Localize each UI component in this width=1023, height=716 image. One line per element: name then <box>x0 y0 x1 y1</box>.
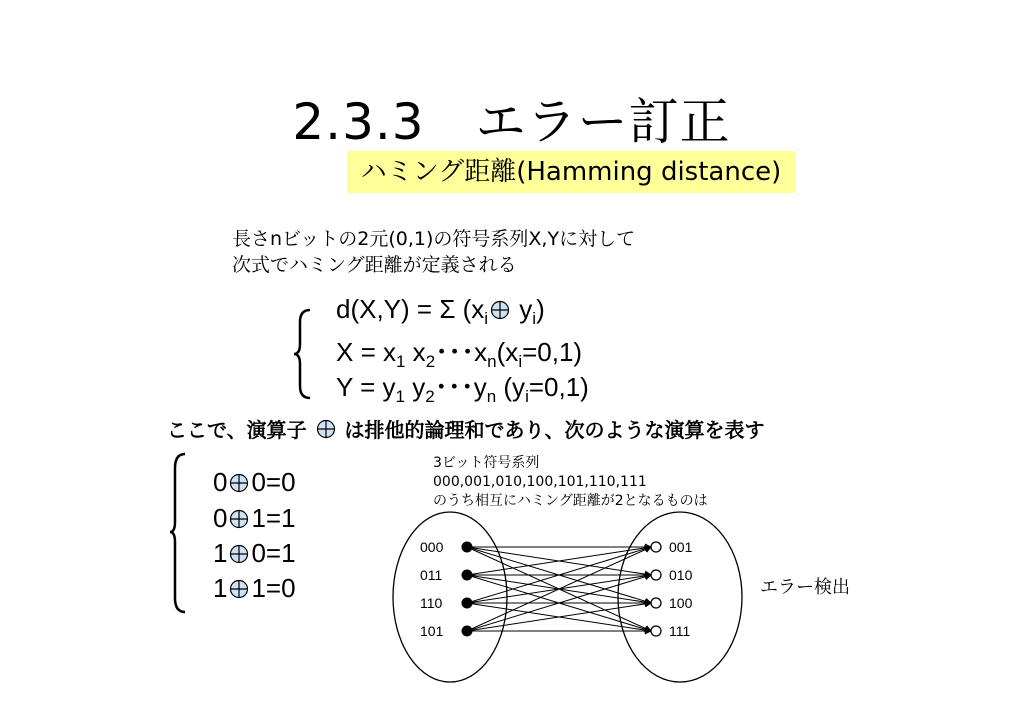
truth-a: 1 <box>213 573 228 603</box>
formula-x-lhs: X = x <box>336 337 396 367</box>
left-nodes <box>420 539 473 639</box>
formula-y-paren: (y <box>496 372 526 402</box>
left-node-dot <box>462 626 473 637</box>
formula-x-paren: (x <box>496 337 519 367</box>
truth-a: 0 <box>213 503 228 533</box>
formula-x-dots: ･･･x <box>435 337 488 367</box>
formula-y-subn: n <box>486 387 497 407</box>
left-set-ellipse <box>393 512 507 682</box>
subtitle-text: ハミング距離(Hamming distance) <box>360 157 782 187</box>
formula-x-subn: n <box>487 352 497 372</box>
formula-y-tail: =0,1) <box>528 372 589 402</box>
right-node-dot <box>651 570 661 580</box>
info-line-2: 000,001,010,100,101,110,111 <box>433 474 647 490</box>
right-node-dot <box>651 542 661 552</box>
right-node-label: 010 <box>669 567 693 583</box>
left-node-label: 101 <box>420 623 444 639</box>
formula-x-mid: x <box>405 337 426 367</box>
hamming-graph <box>390 505 750 695</box>
truth-result: 1=1 <box>251 503 296 533</box>
subtitle-box <box>347 151 795 193</box>
formula-distance <box>336 294 545 329</box>
formula-x-subi: i <box>518 352 523 372</box>
truth-row-1 <box>213 467 296 498</box>
left-node-label: 000 <box>420 539 444 555</box>
right-node-label: 100 <box>669 595 693 611</box>
truth-row-2 <box>213 503 296 534</box>
formula-d-sub-i: i <box>484 309 489 329</box>
formula-y-subi: i <box>525 387 529 407</box>
left-node-dot <box>462 570 473 581</box>
right-node-dot <box>651 598 661 608</box>
formula-brace <box>292 308 314 400</box>
codeword-info <box>433 454 708 511</box>
formula-y <box>336 367 589 407</box>
truth-a: 1 <box>213 538 228 568</box>
xor-icon <box>316 419 336 439</box>
left-node-label: 110 <box>420 595 443 611</box>
truth-result: 0=1 <box>251 538 296 568</box>
right-node-dot <box>651 626 661 636</box>
truth-result: 1=0 <box>251 573 296 603</box>
error-detection-label: エラー検出 <box>760 577 850 598</box>
truth-a: 0 <box>213 467 228 497</box>
intro-line-2: 次式でハミング距離が定義される <box>232 254 517 276</box>
info-line-3: のうち相互にハミング距離が2となるものは <box>433 493 708 509</box>
formula-d-close: ) <box>536 294 545 324</box>
page-title: 2.3.3 エラー訂正 <box>292 93 731 151</box>
formula-y-mid: y <box>404 372 426 402</box>
truth-row-4 <box>213 573 296 604</box>
truth-result: 0=0 <box>251 467 296 497</box>
formula-x-sub1: 1 <box>395 352 406 372</box>
note-after: は排他的論理和であり、次のような演算を表す <box>337 418 765 442</box>
left-node-label: 011 <box>420 567 443 583</box>
note-before: ここで、演算子 <box>167 418 314 442</box>
info-line-1: 3ビット符号系列 <box>433 455 540 471</box>
truth-row-3 <box>213 538 296 569</box>
formula-y-lhs: Y = y <box>336 372 396 402</box>
formula-d-sub-i2: i <box>532 309 537 329</box>
xor-icon <box>490 300 510 320</box>
intro-text <box>232 226 635 278</box>
formula-d-y: y <box>512 294 533 324</box>
formula-x-sub2: 2 <box>425 352 436 372</box>
formula-d-lhs: d(X,Y) = Σ (x <box>336 294 485 324</box>
xor-icon <box>229 579 249 599</box>
right-node-label: 001 <box>669 539 693 555</box>
xor-icon <box>229 544 249 564</box>
truth-table-brace <box>168 452 188 614</box>
right-nodes <box>651 539 693 639</box>
formula-y-sub2: 2 <box>425 387 435 407</box>
edges <box>467 547 651 631</box>
left-node-dot <box>462 542 473 553</box>
intro-line-1: 長さnビットの2元(0,1)の符号系列X,Yに対して <box>232 228 636 250</box>
formula-y-sub1: 1 <box>395 387 405 407</box>
xor-icon <box>229 509 249 529</box>
xor-icon <box>229 473 249 493</box>
formula-y-dots: ･･･y <box>434 372 487 402</box>
right-node-label: 111 <box>669 623 691 639</box>
xor-note <box>167 414 765 443</box>
left-node-dot <box>462 598 473 609</box>
formula-x-tail: =0,1) <box>522 337 583 367</box>
